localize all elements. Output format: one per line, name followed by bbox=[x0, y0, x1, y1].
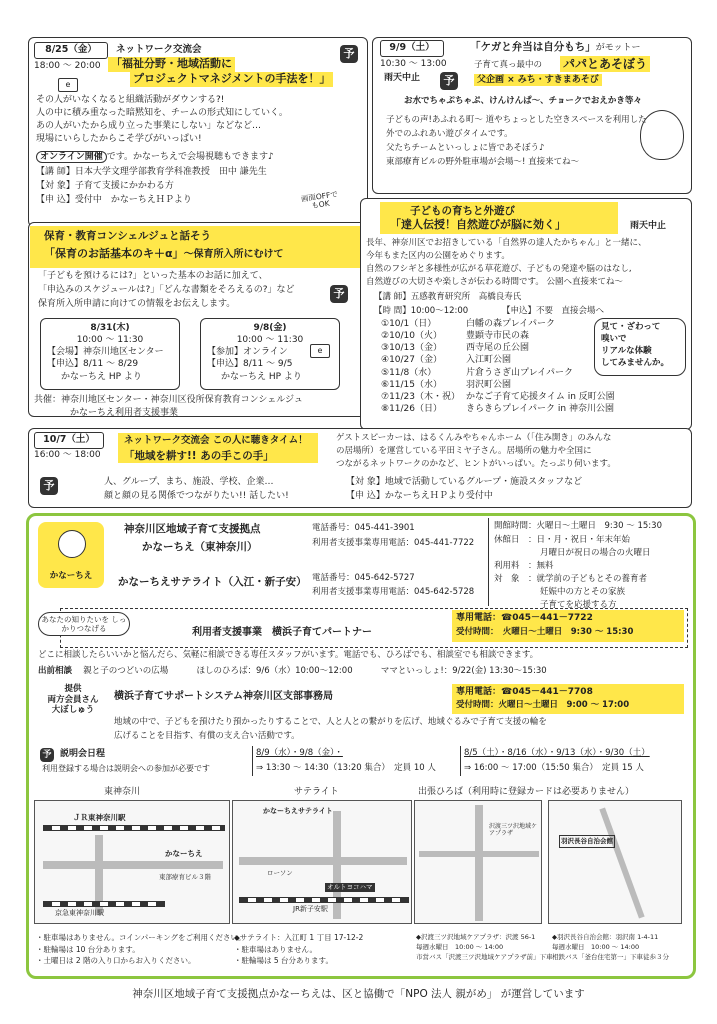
bubble-line: してみませんか。 bbox=[601, 357, 670, 368]
motto-text: 「ケガと弁当は自分もち」 bbox=[470, 41, 596, 53]
road bbox=[43, 861, 223, 869]
map3-title: 出張ひろば（利用時に登録カードは必要ありません） bbox=[418, 787, 635, 797]
schedule-place: 入江町公園 bbox=[466, 355, 512, 366]
event2-body-2: 外でのふれあい遊びタイムです。 bbox=[386, 129, 513, 139]
event1-title-2: プロジェクトマネジメントの手法を！」 bbox=[130, 72, 333, 87]
event1-date: 8/25（金） bbox=[34, 42, 108, 59]
event4-time: 【時 間】10:00～12:00 bbox=[374, 306, 469, 316]
session-a-date: 8/31(木) bbox=[90, 323, 130, 333]
event4-schedule bbox=[378, 318, 618, 415]
satellite-name: かなーちえサテライト（入江・新子安） bbox=[118, 576, 307, 588]
schedule-date: ⑦11/23（木・祝） bbox=[381, 391, 461, 402]
bubble-line: 嗅いで bbox=[601, 333, 627, 344]
notes-right-1 bbox=[416, 932, 553, 962]
event4-body-3: 自然のフシギと多様性が広がる草花遊び、子どもの発達や脳のはなし, bbox=[366, 264, 632, 274]
schedule-place: 白幡の森プレイパーク bbox=[466, 319, 556, 329]
event5-date: 10/7（土） bbox=[34, 432, 104, 449]
shinkoyasu-station: JR新子安駅 bbox=[293, 905, 328, 913]
road bbox=[475, 805, 483, 921]
support-body-1: 地域の中で、子どもを預けたり預かったりすることで、人と人との繋がりを広げ、地域ぐるみで子育て支援の輪を bbox=[114, 717, 547, 727]
lawson-label: ローソン bbox=[267, 869, 293, 877]
session-b-join: 【参加】オンライン bbox=[207, 347, 288, 358]
map1-title: 東神奈川 bbox=[104, 787, 141, 797]
jr-railway bbox=[239, 897, 409, 903]
schedule-place: 豊顕寺市民の森 bbox=[466, 331, 530, 342]
reservation-badge: 予 bbox=[340, 45, 358, 63]
center-name: 神奈川区地域子育て支援拠点 bbox=[124, 523, 261, 535]
event3-body-2: 「申込みのスケジュールは?」「どんな書類をそろえるの?」など bbox=[38, 285, 295, 295]
schedule-row bbox=[378, 318, 618, 330]
road bbox=[599, 807, 644, 918]
schedule-row bbox=[378, 391, 618, 403]
map-higashikanagawa bbox=[34, 800, 230, 924]
schedule-place: きらきらプレイパーク in 神奈川公園 bbox=[466, 403, 614, 414]
event2-body-3: 父たちチームといっしょに皆であそぼう♪ bbox=[386, 143, 545, 153]
support-bubble-1: 提供 bbox=[64, 684, 82, 694]
event5-apply: 【申 込】かなーちえＨＰより受付中 bbox=[346, 491, 493, 501]
face-drawing-icon bbox=[640, 110, 684, 160]
event3-session-a bbox=[40, 318, 180, 390]
event5-line1: 人、グループ、まち、施設、学校、企業… bbox=[104, 477, 274, 487]
bubble-line: 見て・ざわって bbox=[601, 322, 661, 332]
tel-main: 電話番号：045-441-3901 bbox=[312, 523, 415, 533]
event2-sub: 父企画 × みち・すきまあそび bbox=[474, 74, 602, 86]
event5-right-3: つながるネットワークのかなど、ヒントがいっぱい。たっぷり伺います。 bbox=[336, 459, 616, 469]
event1-body-4: 現場にいらしたからこそ学びがいっぱい! bbox=[36, 134, 202, 144]
event2-time: 10:30 ～ 13:00 bbox=[380, 59, 447, 69]
notes-mid bbox=[234, 932, 363, 967]
event3-body-1: 「子どもを預けるには?」といった基本のお話に加えて、 bbox=[38, 271, 268, 281]
tel-sat: 電話番号：045-642-5727 bbox=[312, 573, 415, 583]
event2-date: 9/9（土） bbox=[380, 40, 444, 57]
computer-icon: e bbox=[310, 344, 330, 358]
support-body-2: 広げることを目指す、有償の支え合い活動です。 bbox=[114, 731, 300, 741]
event5-heading: ネットワーク交流会 この人に聴きタイム！ bbox=[124, 435, 308, 446]
event3-title-line bbox=[44, 247, 284, 262]
center-sub: かなーちえ（東神奈川） bbox=[142, 541, 258, 553]
support-tel: 専用電話：☎045－441－7708 bbox=[456, 687, 593, 697]
event2-pre: 子育て真っ最中の bbox=[474, 60, 543, 70]
note-line: ・駐車場はありません。コインパーキングをご利用ください。 bbox=[36, 933, 246, 942]
note-line: ・土曜日は 2 階の入り口からお入りください。 bbox=[36, 956, 196, 966]
consult-label: 出前相談 bbox=[38, 666, 73, 676]
schedule-date: ④10/27（金） bbox=[381, 355, 443, 366]
note-line: ◆羽沢長谷自治会館：羽沢南 1-4-11 bbox=[552, 933, 659, 941]
event5-time: 16:00 ～ 18:00 bbox=[34, 450, 101, 460]
kanachie-label: かなーちえ bbox=[165, 849, 203, 858]
session-a-apply2: かなーちえ HP より bbox=[61, 371, 142, 382]
map-outreach-2 bbox=[548, 800, 682, 924]
bus-stop-label: オルトヨコハマ bbox=[327, 883, 373, 891]
session-a-venue: 【会場】神奈川地区センター bbox=[47, 347, 164, 358]
note-line: ◆サテライト：入江町 1 丁目 17-12-2 bbox=[234, 933, 364, 942]
bubble-line: リアルな体験 bbox=[601, 345, 652, 356]
session-note: 利用登録する場合は説明会への参加が必要です bbox=[42, 764, 210, 773]
satellite-label: かなーちえサテライト bbox=[263, 807, 333, 815]
event1-lecturer: 【講 師】日本大学文理学部教育学科准教授 田中 謙先生 bbox=[36, 167, 267, 177]
event4-title: 「達人伝授！自然遊びが脳に効く」 bbox=[390, 218, 566, 231]
camera-off-stamp: 画面OFFでもOK bbox=[300, 189, 339, 211]
session-label: 説明会日程 bbox=[60, 749, 106, 759]
computer-icon: e bbox=[58, 78, 78, 92]
session-b-time: 10:00 ～ 11:30 bbox=[236, 335, 304, 346]
fee: 利用料 ：無料 bbox=[494, 561, 554, 571]
event4-body-4: 自然遊びの大切さや楽しさが伝わる時間です。 公園へ直接来てね～ bbox=[366, 277, 624, 287]
note-line: ◆沢渡三ツ沢地域ケアプラザ：沢渡 56-1 bbox=[416, 933, 536, 941]
schedule-date: ⑧11/26（日） bbox=[381, 403, 443, 414]
event1-title-1: 「福祉分野・地域活動に bbox=[108, 57, 235, 72]
schedule-place: 羽沢町公園 bbox=[466, 379, 512, 390]
schedule-date: ③10/13（金） bbox=[381, 343, 443, 354]
hours: 開館時間：火曜日～土曜日 9:30 ～ 15:30 bbox=[494, 521, 662, 531]
event1-target: 【対 象】子育て支援にかかわる方 bbox=[36, 181, 174, 191]
support-hours: 受付時間：火曜日～土曜日 9:00 ～ 17:00 bbox=[456, 700, 630, 710]
event3-cohost-2: かなーちえ利用者支援事業 bbox=[70, 408, 179, 418]
partner-hours: 受付時間： 火曜日～土曜日 9:30 ～ 15:30 bbox=[456, 627, 634, 637]
event5-title: 「地域を耕す!! あの手この手」 bbox=[124, 450, 274, 462]
event1-time: 18:00 ～ 20:00 bbox=[34, 61, 101, 71]
schedule-date: ⑥11/15（水） bbox=[381, 379, 443, 390]
session-a-dates: 8/9（水）・9/8（金）・ bbox=[256, 748, 343, 758]
jr-railway bbox=[43, 825, 225, 831]
event4-rain: 雨天中止 bbox=[630, 221, 667, 231]
event1-body-3: あの人がいたから成り立った事業にしない」などなど… bbox=[36, 121, 262, 131]
notes-right-2 bbox=[552, 932, 669, 962]
schedule-row bbox=[378, 379, 618, 391]
closed: 休館日 ：日・月・祝日・年末年始 bbox=[494, 535, 631, 545]
session-a-time: ⇒ 13:30 ～ 14:30（13:20 集合） 定員 10 人 bbox=[256, 763, 436, 773]
event3-body-3: 保育所入所申請に向けての情報をお伝えします。 bbox=[38, 299, 236, 309]
schedule-row bbox=[378, 367, 618, 379]
event1-body-1: その人がいなくなると組織活動がダウンする?! bbox=[36, 95, 225, 105]
schedule-place: 片倉うさぎ山プレイパーク bbox=[466, 367, 574, 378]
reservation-badge: 予 bbox=[330, 285, 348, 303]
session-b-time: ⇒ 16:00 ～ 17:00（15:50 集合） 定員 15 人 bbox=[464, 763, 644, 773]
partner-title: 利用者支援事業 横浜子育てパートナー bbox=[192, 627, 372, 638]
note-line: 市営バス「沢渡三ツ沢地域ケアプラザ前」下車 bbox=[416, 953, 553, 962]
schedule-place: 西寺尾の丘公園 bbox=[466, 343, 530, 354]
note-line: ・駐車場はありません。 bbox=[234, 944, 317, 954]
note-line: ・駐輪場は 5 台分あります。 bbox=[234, 956, 333, 966]
logo-mascot-icon bbox=[58, 530, 86, 558]
event1-apply: 【申 込】受付中 かなーちえＨＰより bbox=[36, 195, 192, 205]
road bbox=[419, 851, 539, 857]
footer-text: 神奈川区地域子育て支援拠点かなーちえは、区と協働で「NPO 法人 親がめ」 が運営しています bbox=[132, 988, 585, 1000]
support-bubble bbox=[38, 684, 108, 716]
partner-body: どこに相談したらいいかと悩んだら、気軽に相談できる専任スタッフがいます。電話でも、ひろばでも、相談室でも相談できます。 bbox=[38, 650, 539, 660]
closed-2: 月曜日が祝日の場合の火曜日 bbox=[540, 548, 651, 558]
schedule-date: ①10/1（日） bbox=[381, 319, 437, 329]
session-a-time: 10:00 ～ 11:30 bbox=[76, 335, 144, 346]
reservation-badge: 予 bbox=[40, 477, 58, 495]
event1-online bbox=[36, 151, 274, 163]
schedule-row bbox=[378, 342, 618, 354]
event4-body-2: 今年もまた区内の公園をめぐります。 bbox=[366, 251, 510, 261]
keikyu-station: 京急東神奈川駅 bbox=[55, 909, 104, 917]
event1-heading: ネットワーク交流会 bbox=[116, 44, 202, 55]
schedule-place: かなご子育て応援タイム in 反町公園 bbox=[466, 391, 615, 402]
event2-body-1: 子どもの声!あふれる町～ 道やちょっとした空きスペースを利用した bbox=[386, 115, 647, 125]
reservation-badge: 予 bbox=[440, 72, 458, 90]
partner-bubble: あなたの知りたいを しっかりつなげる bbox=[38, 612, 130, 636]
motto-tail: がモットー bbox=[595, 43, 641, 53]
hall-label: 羽沢長谷自治会館 bbox=[559, 835, 615, 848]
event4-apply: 【申込】不要 直接会場へ bbox=[502, 306, 605, 316]
partner-tel: 専用電話：☎045－441－7722 bbox=[456, 613, 593, 623]
session-a-apply: 【申込】8/11 ～ 8/29 bbox=[47, 359, 139, 370]
event5-right-1: ゲストスピーカーは、はるくんみやちゃんホーム（「住み開き」のみんな bbox=[336, 433, 612, 443]
note-line: ・駐輪場は 10 台分あります。 bbox=[36, 944, 140, 954]
note-line: 毎週水曜日 10:00 ～ 14:00 bbox=[552, 943, 640, 952]
target-3: 子育てを応援する方 bbox=[540, 600, 617, 610]
event1-body-2: 人の中に積み重なった暗黙知を、チームの形式知にしていく。 bbox=[36, 108, 288, 118]
schedule-date: ⑤11/8（水） bbox=[381, 367, 437, 378]
note-line: 毎週水曜日 10:00 ～ 14:00 bbox=[416, 943, 504, 952]
event3-title: 「保育のお話基本のキ＋α」 bbox=[44, 247, 184, 260]
online-label: オンライン開催 bbox=[36, 151, 107, 163]
schedule-row bbox=[378, 403, 618, 415]
event5-line2: 顔と顔の見る関係でつながりたい!! 話したい! bbox=[104, 491, 289, 501]
consult-1: ほしのひろば：9/6（水）10:00～12:00 bbox=[196, 666, 353, 676]
keikyu-railway bbox=[43, 901, 165, 907]
session-b-date: 9/8(金) bbox=[253, 323, 287, 333]
schedule-row bbox=[378, 330, 618, 342]
kanachie-logo bbox=[38, 522, 104, 588]
target: 対 象 ：就学前の子どもとその養育者 bbox=[494, 574, 648, 584]
event3-title-tail: ～保育所入所にむけて bbox=[183, 249, 284, 260]
note-line: 相鉄バス「釜台住宅第一」下車徒歩３分 bbox=[552, 953, 669, 962]
event2-body-4: 東部療育ビルの野外駐車場が会場～! 直接来てね～ bbox=[386, 157, 580, 167]
schedule-date: ②10/10（火） bbox=[381, 331, 443, 342]
map2-title: サテライト bbox=[294, 787, 339, 797]
support-bubble-2: 両方会員さん bbox=[47, 694, 99, 705]
careplaza-label: 沢渡三ツ沢地域ケアプラザ bbox=[489, 823, 538, 838]
map-outreach-1 bbox=[414, 800, 542, 924]
logo-text: かなーちえ bbox=[49, 570, 93, 581]
map-satellite bbox=[232, 800, 412, 924]
event2-motto bbox=[470, 40, 641, 54]
online-rest: です。かなーちえで会場視聴もできます♪ bbox=[106, 152, 274, 162]
event2-line1: お水でちゃぷちゃぷ、けんけんぱ～、チョークでおえかき等々 bbox=[404, 96, 642, 106]
event5-right-2: の居場所）を運営している平田ミヤ子さん。居場所の魅力や全国に bbox=[336, 446, 592, 456]
session-b-dates: 8/5（土）・8/16（水）・9/13（水）・9/30（土） bbox=[464, 748, 650, 758]
event4-lecturer: 【講 師】五感教育研究所 高橋良寿氏 bbox=[374, 292, 522, 302]
notes-left bbox=[36, 932, 245, 967]
tel-support: 利用者支援事業専用電話：045-441-7722 bbox=[312, 538, 475, 548]
jr-station: ＪＲ東神奈川駅 bbox=[73, 813, 126, 822]
schedule-row bbox=[378, 354, 618, 366]
event4-bubble bbox=[594, 318, 686, 376]
event4-heading: 子どもの育ちと外遊び bbox=[410, 205, 515, 217]
info-divider bbox=[488, 518, 489, 606]
building-label: 東部療育ビル３階 bbox=[159, 873, 211, 881]
event3-heading: 保育・教育コンシェルジュと話そう bbox=[44, 230, 212, 242]
consult-place: 親と子のつどいの広場 bbox=[83, 666, 169, 676]
support-bubble-3: 大ぼしゅう bbox=[51, 705, 95, 716]
consult-line bbox=[38, 666, 547, 677]
event3-cohost-1: 共催：神奈川地区センター・神奈川区役所保育教育コンシェルジュ bbox=[34, 395, 303, 405]
road bbox=[239, 857, 407, 865]
consult-2: ママといっしょ!：9/22(金) 13:30～15:30 bbox=[380, 666, 547, 676]
session-b-apply: 【申込】8/11 ～ 9/5 bbox=[207, 359, 293, 370]
event2-rain: 雨天中止 bbox=[384, 73, 421, 83]
event2-title: パパとあそぼう bbox=[560, 56, 650, 72]
event5-target: 【対 象】地域で活動しているグループ・施設スタッフなど bbox=[346, 477, 583, 487]
tel-sat-support: 利用者支援事業専用電話：045-642-5728 bbox=[312, 587, 475, 597]
reservation-badge: 予 bbox=[40, 748, 54, 762]
support-title: 横浜子育てサポートシステム神奈川区支部事務局 bbox=[114, 691, 333, 702]
event4-body-1: 長年、神奈川区でお招きしている「自然界の達人たかちゃん」と一緒に、 bbox=[366, 238, 647, 248]
target-2: 妊娠中の方とその家族 bbox=[540, 587, 626, 597]
session-b-apply2: かなーちえ HP より bbox=[221, 371, 302, 382]
